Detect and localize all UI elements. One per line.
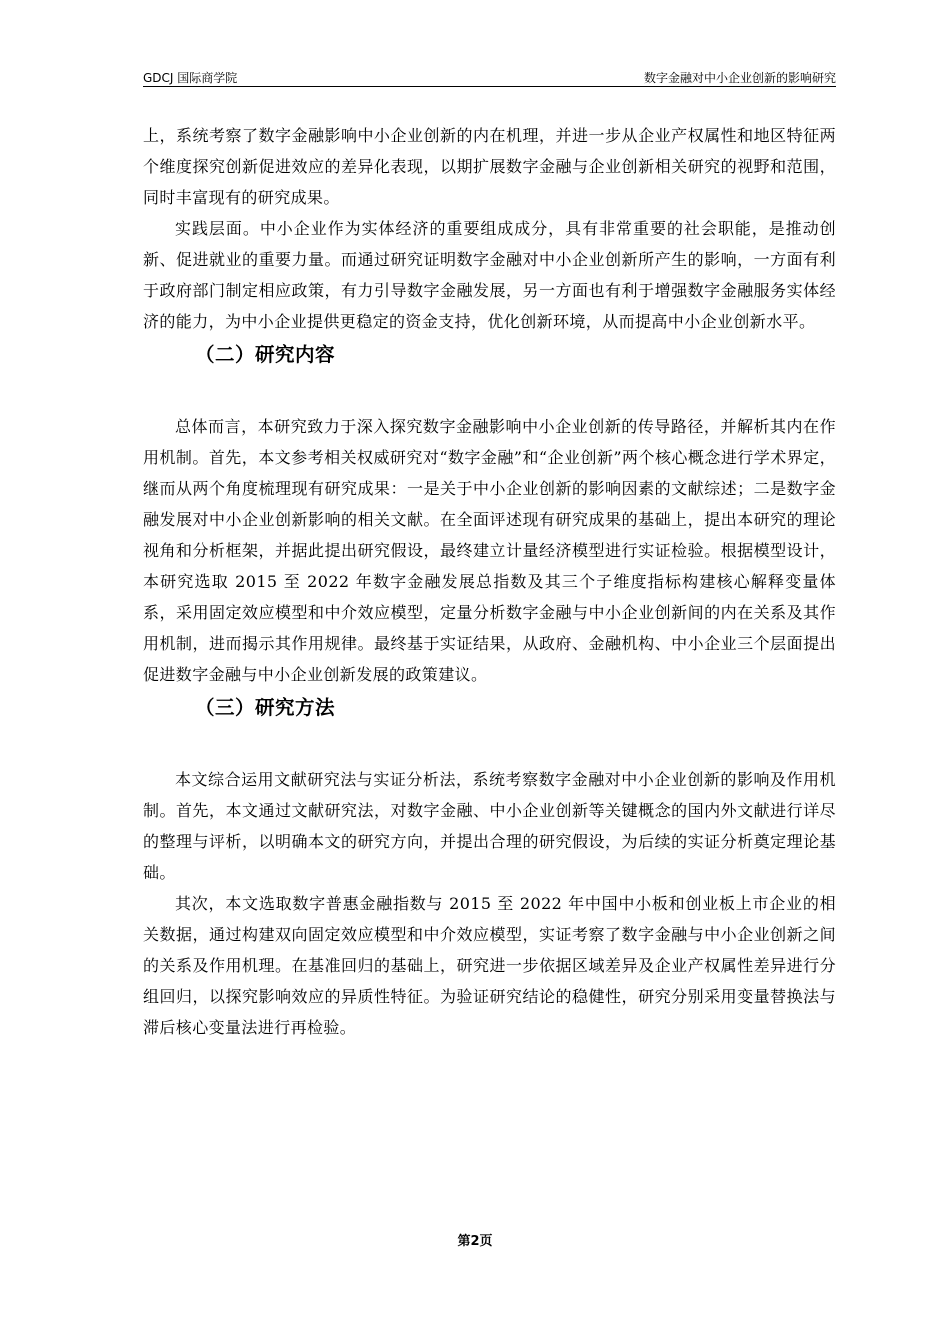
header-school-name: GDCJ 国际商学院 [143, 71, 238, 85]
paragraph-method-2: 其次，本文选取数字普惠金融指数与 2015 至 2022 年中国中小板和创业板上市企业的相关数据，通过构建双向固定效应模型和中介效应模型，实证考察了数字金融与中小企业创新之间的关系及作用机理。在基准回归的基础上，研究进一步依据区域差异及企业产权属性差异进行分组回归，以探究影响效应的异质性特征。为验证研究结论的稳健性，研究分别采用变量替换法与滞后核心变量法进行再检验。 [143, 894, 836, 1037]
paragraph-continued: 上，系统考察了数字金融影响中小企业创新的内在机理，并进一步从企业产权属性和地区特征两个维度探究创新促进效应的差异化表现，以期扩展数字金融与企业创新相关研究的视野和范围，同时丰富现有的研究成果。 [143, 126, 836, 207]
page-header [143, 66, 836, 87]
section-heading-research-content: （二）研究内容 [195, 343, 336, 366]
paragraph-practice: 实践层面。中小企业作为实体经济的重要组成成分，具有非常重要的社会职能，是推动创新、促进就业的重要力量。而通过研究证明数字金融对中小企业创新所产生的影响，一方面有利于政府部门制定相应政策，有力引导数字金融发展，另一方面也有利于增强数字金融服务实体经济的能力，为中小企业提供更稳定的资金支持，优化创新环境，从而提高中小企业创新水平。 [143, 219, 836, 331]
page-body [143, 120, 836, 1043]
section-spacer [143, 726, 836, 764]
paragraph-method-1: 本文综合运用文献研究法与实证分析法，系统考察数字金融对中小企业创新的影响及作用机制。首先，本文通过文献研究法，对数字金融、中小企业创新等关键概念的国内外文献进行详尽的整理与评析，以明确本文的研究方向，并提出合理的研究假设，为后续的实证分析奠定理论基础。 [143, 770, 836, 882]
header-paper-title: 数字金融对中小企业创新的影响研究 [643, 71, 836, 85]
section-heading-research-method: （三）研究方法 [195, 696, 336, 719]
section-spacer [143, 373, 836, 411]
paragraph-research-content: 总体而言，本研究致力于深入探究数字金融影响中小企业创新的传导路径，并解析其内在作用机制。首先，本文参考相关权威研究对“数字金融”和“企业创新”两个核心概念进行学术界定，继而从两个角度梳理现有研究成果：一是关于中小企业创新的影响因素的文献综述；二是数字金融发展对中小企业创新影响的相关文献。在全面评述现有研究成果的基础上，提出本研究的理论视角和分析框架，并据此提出研究假设，最终建立计量经济模型进行实证检验。根据模型设计，本研究选取 2015 至 2022 年数字金融发展总指数及其三个子维度指标构建核心解释变量体系，采用固定效应模型和中介效应模型，定量分析数字金融与中小企业创新间的内在关系及其作用机制，进而揭示其作用规律。最终基于实证结果，从政府、金融机构、中小企业三个层面提出促进数字金融与中小企业创新发展的政策建议。 [143, 417, 836, 684]
page-number: 第2页 [457, 1234, 493, 1249]
